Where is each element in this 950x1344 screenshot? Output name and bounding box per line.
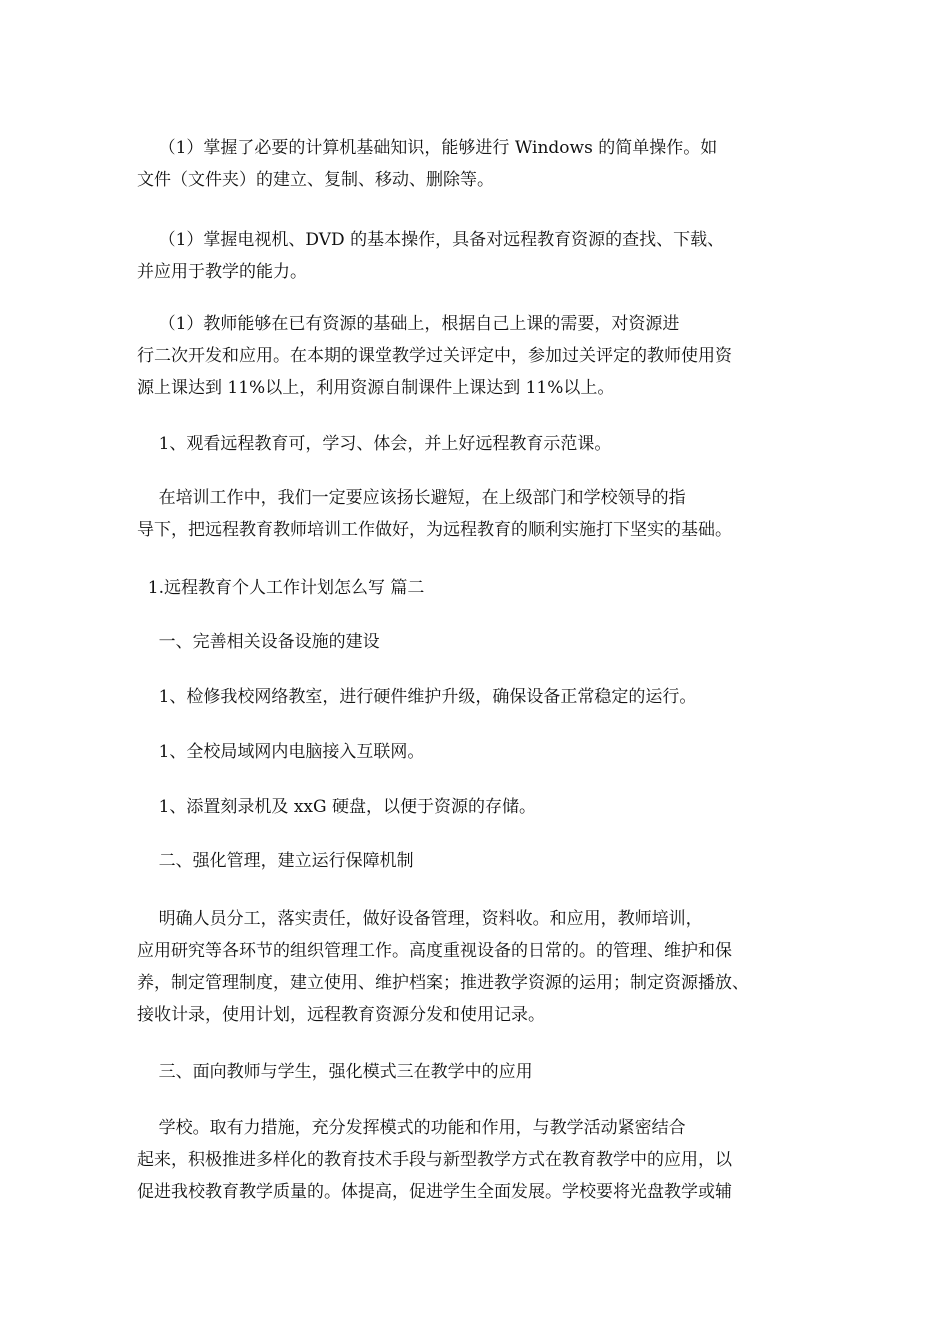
paragraph-8: [137, 791, 817, 823]
text-line: 三、面向教师与学生，强化模式三在教学中的应用: [137, 1062, 533, 1082]
paragraph-6: [137, 681, 817, 713]
text-line: 源上课达到 11%以上，利用资源自制课件上课达到 11%以上。: [137, 378, 615, 398]
paragraph-10: [137, 1112, 817, 1208]
text-line: 导下，把远程教育教师培训工作做好，为远程教育的顺利实施打下坚实的基础。: [137, 520, 732, 540]
text-line: 在培训工作中，我们一定要应该扬长避短，在上级部门和学校领导的指: [137, 488, 686, 508]
text-line: （1）教师能够在已有资源的基础上，根据自己上课的需要，对资源进: [137, 314, 680, 334]
text-line: 二、强化管理，建立运行保障机制: [137, 851, 414, 871]
text-line: 应用研究等各环节的组织管理工作。高度重视设备的日常的。的管理、维护和保: [137, 941, 732, 961]
text-line: 1、检修我校网络教室，进行硬件维护升级，确保设备正常稳定的运行。: [137, 687, 697, 707]
text-line: 1、添置刻录机及 xxG 硬盘，以便于资源的存储。: [137, 797, 536, 817]
text-line: （1）掌握电视机、DVD 的基本操作，具备对远程教育资源的查找、下载、: [137, 230, 725, 250]
text-line: 行二次开发和应用。在本期的课堂教学过关评定中，参加过关评定的教师使用资: [137, 346, 732, 366]
paragraph-2: [137, 224, 817, 288]
section-heading-2: [137, 845, 817, 877]
paragraph-1: [137, 132, 817, 196]
text-line: （1）掌握了必要的计算机基础知识，能够进行 Windows 的简单操作。如: [137, 138, 718, 158]
text-line: 一、完善相关设备设施的建设: [137, 632, 380, 652]
section-heading-3: [137, 1056, 817, 1088]
paragraph-5: [137, 482, 817, 546]
text-line: 1.远程教育个人工作计划怎么写 篇二: [137, 578, 425, 598]
text-line: 学校。取有力措施，充分发挥模式的功能和作用，与教学活动紧密结合: [137, 1118, 686, 1138]
paragraph-9: [137, 903, 817, 1031]
text-line: 起来，积极推进多样化的教育技术手段与新型教学方式在教育教学中的应用，以: [137, 1150, 732, 1170]
section-heading-part-two: [137, 572, 817, 604]
text-line: 1、观看远程教育可，学习、体会，并上好远程教育示范课。: [137, 434, 612, 454]
paragraph-4: [137, 428, 817, 460]
text-line: 促进我校教育教学质量的。体提高，促进学生全面发展。学校要将光盘教学或辅: [137, 1182, 732, 1202]
paragraph-3: [137, 308, 817, 404]
text-line: 文件（文件夹）的建立、复制、移动、删除等。: [137, 170, 494, 190]
text-line: 明确人员分工，落实责任，做好设备管理，资料收。和应用，教师培训，: [137, 909, 703, 929]
section-heading-1: [137, 626, 817, 658]
text-line: 养，制定管理制度，建立使用、维护档案；推进教学资源的运用；制定资源播放、: [137, 973, 749, 993]
text-line: 并应用于教学的能力。: [137, 262, 307, 282]
text-line: 1、全校局域网内电脑接入互联网。: [137, 742, 425, 762]
text-line: 接收计录，使用计划，远程教育资源分发和使用记录。: [137, 1005, 545, 1025]
paragraph-7: [137, 736, 817, 768]
